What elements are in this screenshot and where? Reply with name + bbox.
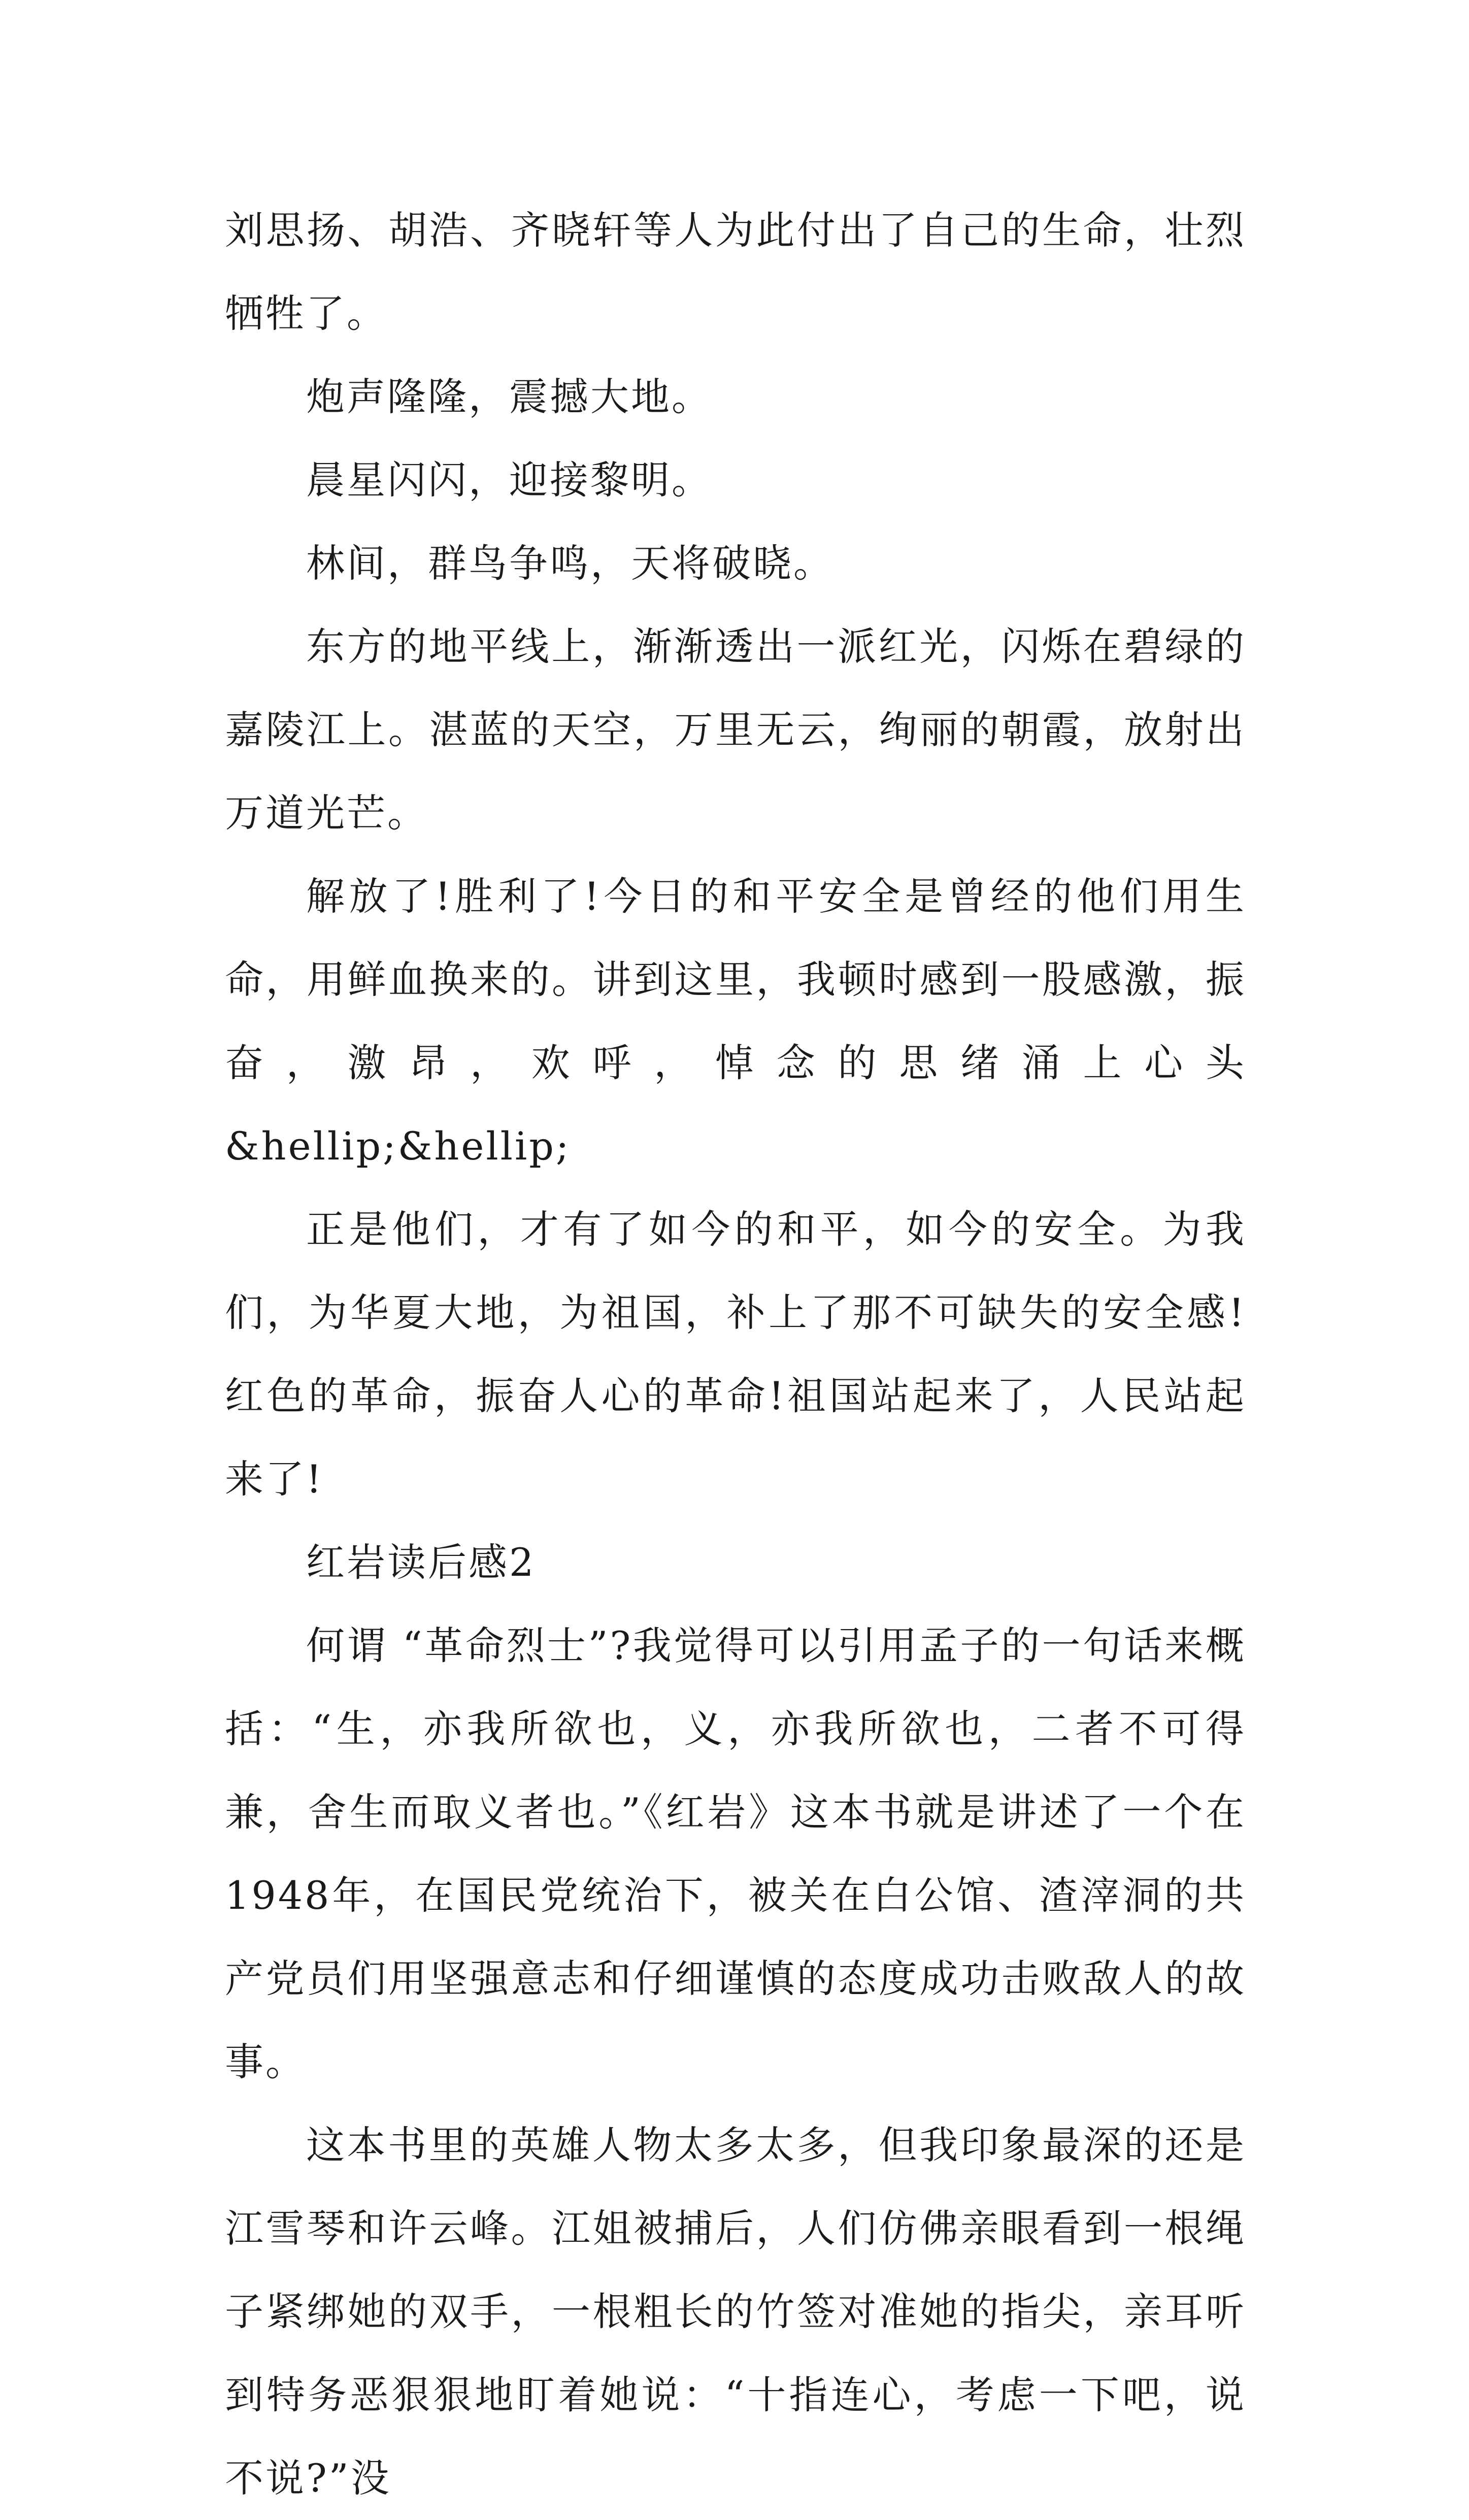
document-body	[225, 189, 1246, 2520]
paragraph: 晨星闪闪，迎接黎明。	[306, 457, 712, 503]
paragraph: 林间，群鸟争鸣，天将破晓。	[306, 541, 834, 586]
paragraph: 解放了!胜利了!今日的和平安全是曾经的他们用生命，用鲜血换来的。讲到这里，我顿时感到一股感激，振奋，激昂，欢呼，悼念的思绪涌上心头&hellip;&hellip;	[225, 874, 1246, 1169]
paragraph: 炮声隆隆，震撼大地。	[306, 374, 712, 419]
paragraph: 正是他们，才有了如今的和平，如今的安全。为我们，为华夏大地，为祖国，补上了那不可缺失的安全感!红色的革命，振奋人心的革命!祖国站起来了，人民站起来了!	[225, 1207, 1246, 1502]
paragraph: 何谓 “革命烈士”?我觉得可以引用孟子的一句话来概括：“生，亦我所欲也，义，亦我所欲也，二者不可得兼，舍生而取义者也。”《红岩》这本书就是讲述了一个在1948年，在国民党统治下，被关在白公馆、渣滓洞的共产党员们用坚强意志和仔细谨慎的态度成功击败敌人的故事。	[225, 1623, 1246, 2084]
paragraph: 刘思扬、胡浩、齐晓轩等人为此付出了自己的生命，壮烈牺牲了。	[225, 208, 1246, 336]
paragraph: 这本书里的英雄人物太多太多，但我印象最深的还是江雪琴和许云峰。江姐被捕后，人们仿佛亲眼看到一根绳子紧绑她的双手，一根粗长的竹签对准她的指尖，亲耳听到特务恶狠狠地盯着她说：“十指连心，考虑一下吧，说不说?”没	[225, 2123, 1246, 2501]
section-heading: 红岩读后感2	[306, 1540, 536, 1585]
paragraph: 东方的地平线上，渐渐透出一派红光，闪烁在碧绿的嘉陵江上。湛蓝的天空，万里无云，绚丽的朝霞，放射出万道光芒。	[225, 624, 1246, 836]
